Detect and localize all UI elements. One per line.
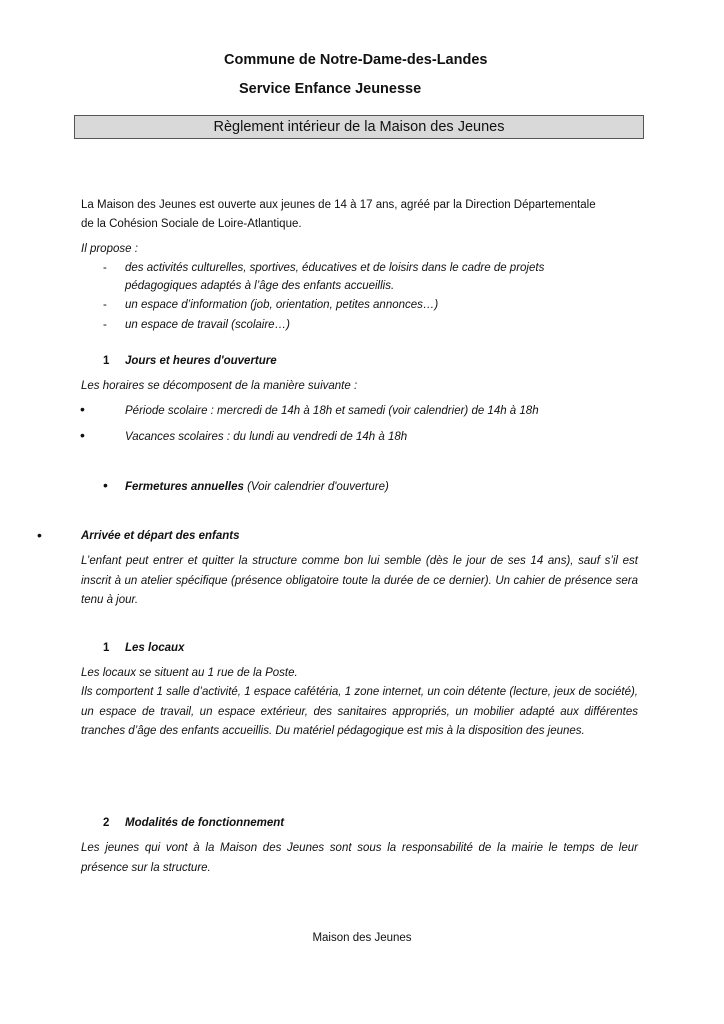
period-scolaire: Période scolaire : mercredi de 14h à 18h et samedi (voir calendrier) de 14h à 18h: [125, 405, 539, 417]
document-title-banner: Règlement intérieur de la Maison des Jeunes: [74, 115, 644, 139]
bullet-icon: •: [103, 477, 108, 493]
page-footer: Maison des Jeunes: [312, 932, 412, 944]
section-title-locaux: Les locaux: [125, 642, 185, 654]
dash-bullet: -: [103, 319, 107, 331]
propose-item-3: un espace de travail (scolaire…): [125, 319, 290, 331]
fermetures-title: Fermetures annuelles: [125, 481, 244, 493]
section-number: 1: [103, 355, 110, 367]
intro-line-2: de la Cohésion Sociale de Loire-Atlantique.: [81, 218, 302, 230]
modalites-text: Les jeunes qui vont à la Maison des Jeunes sont sous la responsabilité de la mairie le temps de leur présence sur la structure.: [81, 842, 638, 874]
arrivee-text: L’enfant peut entrer et quitter la structure comme bon lui semble (dès le jour de ses 14 ans), sauf s’il est inscrit à un atelier spécifique (présence obligatoire toute la durée de ce dernier). Un cahier de présence sera tenu à jour.: [81, 555, 638, 606]
section-number: 2: [103, 817, 110, 829]
dash-bullet: -: [103, 299, 107, 311]
fermetures-note: (Voir calendrier d'ouverture): [243, 481, 389, 493]
horaires-intro: Les horaires se décomposent de la manière suivante :: [81, 380, 358, 392]
propose-label: Il propose :: [81, 243, 138, 255]
bullet-icon: •: [80, 427, 85, 443]
locaux-address: Les locaux se situent au 1 rue de la Poste.: [81, 667, 298, 679]
propose-item-2: un espace d’information (job, orientation, petites annonces…): [125, 299, 439, 311]
section-number: 1: [103, 642, 110, 654]
section-title-arrivee: Arrivée et départ des enfants: [81, 530, 240, 542]
period-vacances: Vacances scolaires : du lundi au vendredi de 14h à 18h: [125, 431, 408, 443]
section-title-modalites: Modalités de fonctionnement: [125, 817, 285, 829]
section-title-horaires: Jours et heures d'ouverture: [125, 355, 277, 367]
bullet-icon: •: [37, 527, 42, 543]
propose-item-1: des activités culturelles, sportives, éducatives et de loisirs dans le cadre de projets: [125, 262, 545, 274]
propose-item-1-cont: pédagogiques adaptés à l’âge des enfants accueillis.: [125, 280, 395, 292]
dash-bullet: -: [103, 262, 107, 274]
locaux-text: Ils comportent 1 salle d’activité, 1 espace cafétéria, 1 zone internet, un coin détente (lecture, jeux de société), un espace de travail, un espace extérieur, des sanitaires appropriés, un mobilier adapté aux différentes tranches d’âge des enfants accueillis. Du matériel pédagogique est mis à la disposition des jeunes.: [81, 686, 638, 737]
bullet-icon: •: [80, 401, 85, 417]
fermetures-line: [125, 478, 625, 498]
intro-line-1: La Maison des Jeunes est ouverte aux jeunes de 14 à 17 ans, agréé par la Direction Départementale: [81, 199, 596, 211]
commune-heading: Commune de Notre-Dame-des-Landes: [224, 52, 488, 68]
service-heading: Service Enfance Jeunesse: [239, 81, 422, 97]
